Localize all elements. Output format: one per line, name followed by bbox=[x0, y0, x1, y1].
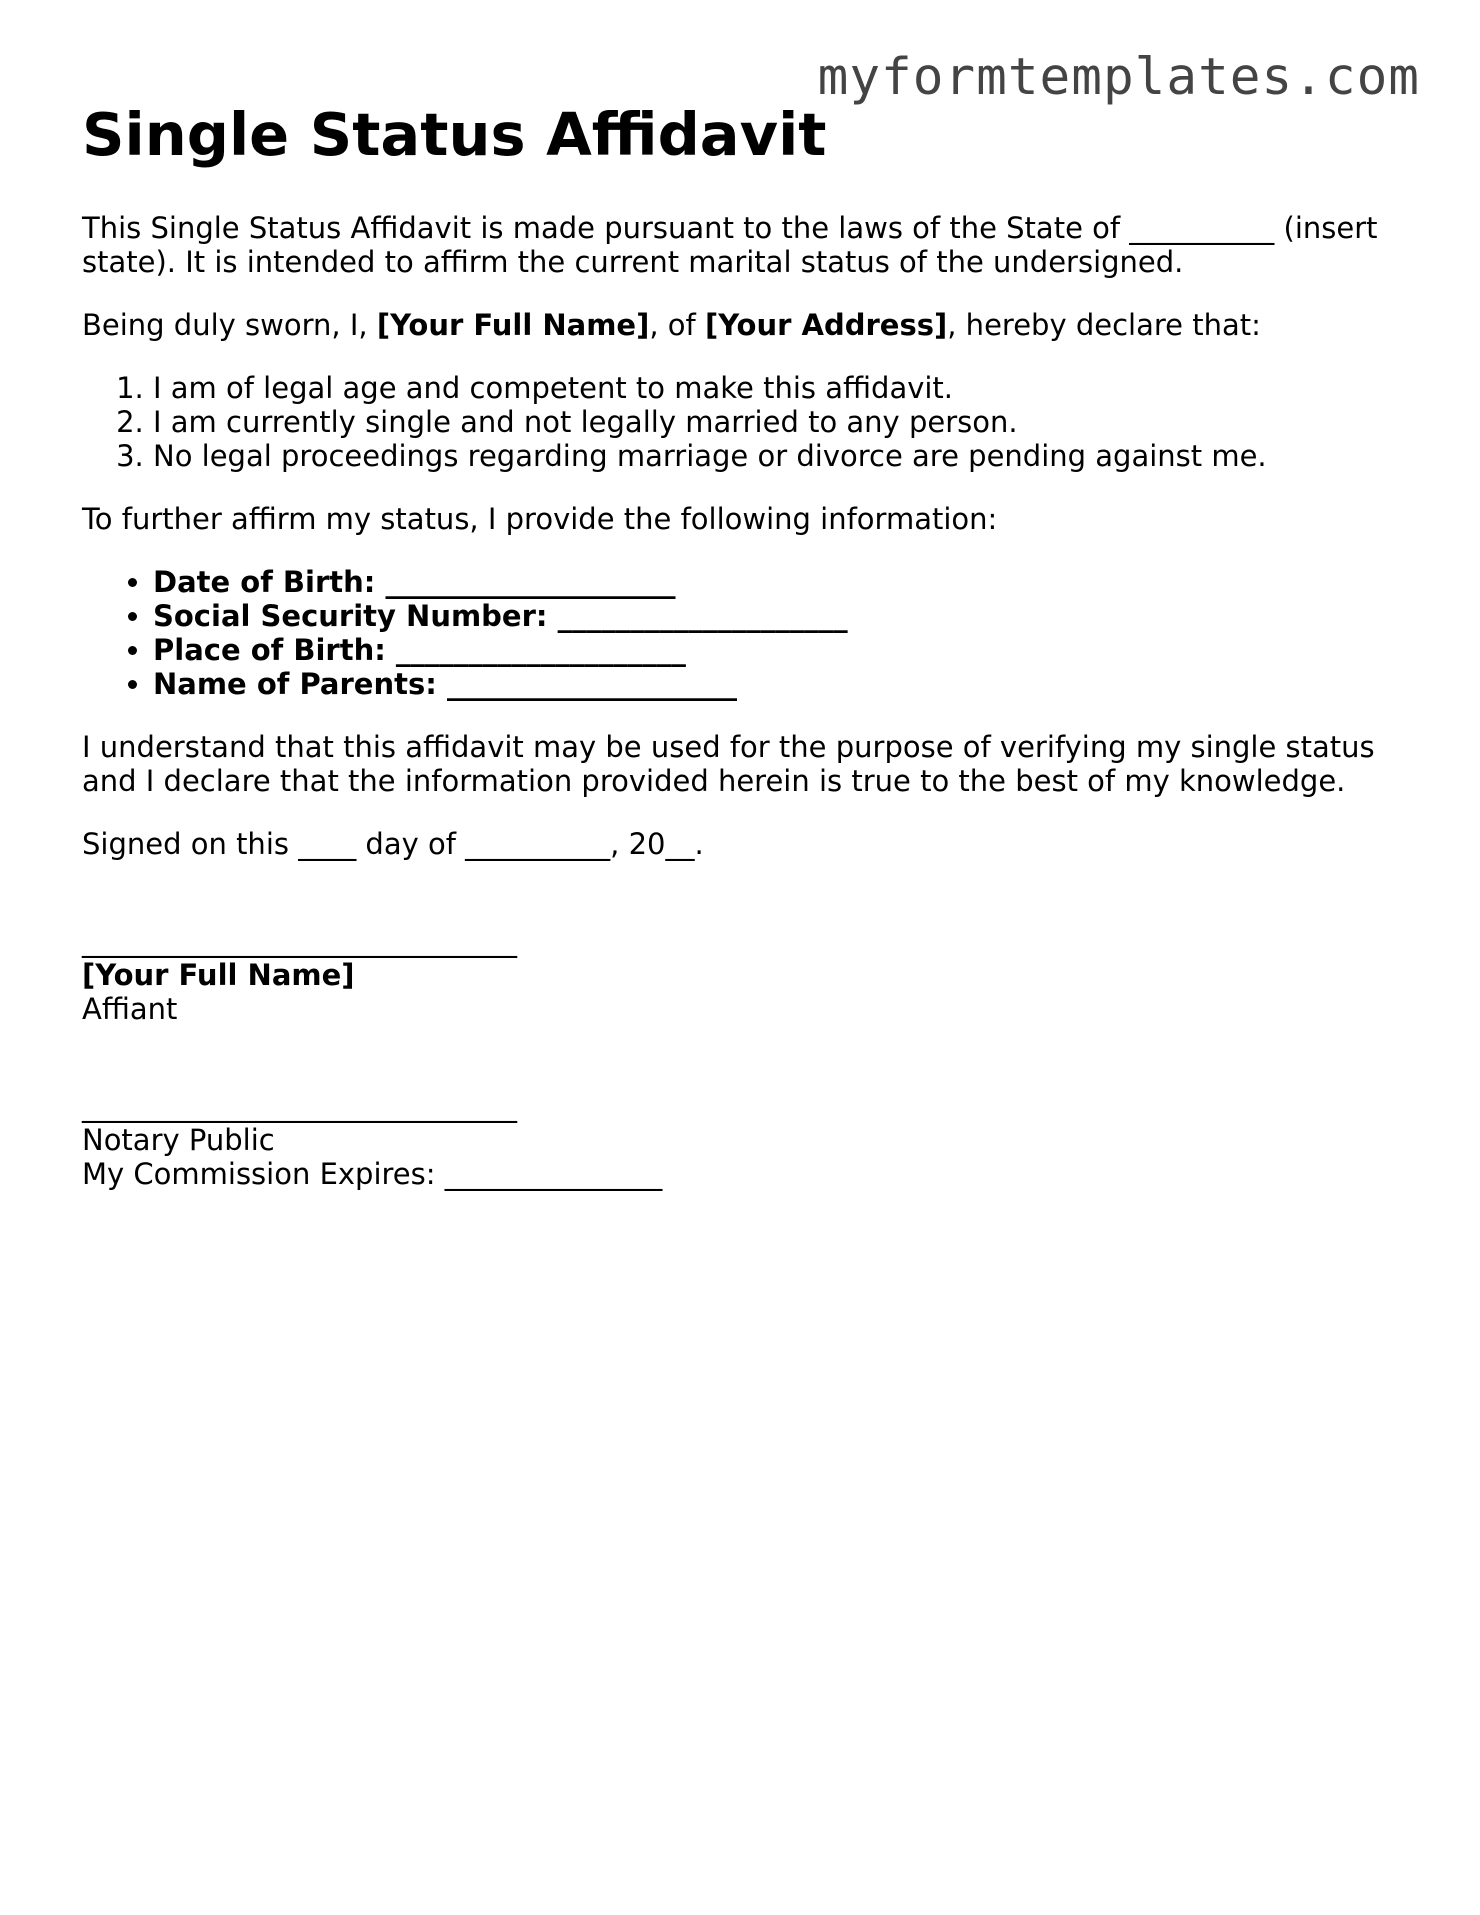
affiant-signature-block bbox=[82, 890, 1392, 1026]
info-item-ssn bbox=[153, 599, 1392, 633]
document-page bbox=[82, 100, 1392, 1220]
statements-list bbox=[82, 371, 1392, 473]
signed-on-line: Signed on this ____ day of __________, 20__. bbox=[82, 826, 704, 861]
understanding-paragraph: I understand that this affidavit may be used for the purpose of verifying my single status and I declare that the information provided herein is true to the best of my knowledge. bbox=[82, 729, 1375, 798]
statement-item: 2. I am currently single and not legally married to any person. bbox=[153, 405, 1392, 439]
info-item-place-of-birth bbox=[153, 633, 1392, 667]
notary-signature-block bbox=[82, 1055, 1392, 1191]
address-placeholder: [Your Address] bbox=[704, 307, 948, 342]
info-label: Name of Parents: bbox=[153, 666, 437, 701]
affiant-signature-line: ______________________________ bbox=[82, 923, 517, 958]
info-label: Social Security Number: bbox=[153, 598, 548, 633]
info-label: Place of Birth: bbox=[153, 632, 386, 667]
declaration-middle: , of bbox=[649, 307, 705, 342]
notary-role: Notary Public bbox=[82, 1122, 275, 1157]
declaration-prefix: Being duly sworn, I, bbox=[82, 307, 377, 342]
document-title: Single Status Affidavit bbox=[82, 100, 827, 169]
info-blank: ____________________ bbox=[547, 598, 848, 633]
info-label: Date of Birth: bbox=[153, 564, 376, 599]
intro-paragraph: This Single Status Affidavit is made pursuant to the laws of the State of __________ (insert state). It is intended to affirm the current marital status of the undersigned. bbox=[82, 210, 1378, 279]
info-list bbox=[82, 565, 1392, 701]
notary-signature-line: ______________________________ bbox=[82, 1088, 517, 1123]
info-blank: ____________________ bbox=[436, 666, 737, 701]
info-item-date-of-birth bbox=[153, 565, 1392, 599]
declaration-suffix: , hereby declare that: bbox=[947, 307, 1261, 342]
full-name-placeholder: [Your Full Name] bbox=[376, 307, 650, 342]
info-blank: ____________________ bbox=[385, 632, 686, 667]
commission-expires: My Commission Expires: _______________ bbox=[82, 1156, 663, 1191]
watermark: myformtemplates.com bbox=[817, 48, 1420, 107]
info-blank: ____________________ bbox=[375, 564, 676, 599]
affiant-name: [Your Full Name] bbox=[82, 957, 355, 992]
affiant-role: Affiant bbox=[82, 991, 178, 1026]
statement-item: 1. I am of legal age and competent to make this affidavit. bbox=[153, 371, 1392, 405]
declaration-paragraph bbox=[82, 308, 1392, 342]
info-item-parents bbox=[153, 667, 1392, 701]
statement-item: 3. No legal proceedings regarding marriage or divorce are pending against me. bbox=[153, 439, 1392, 473]
info-intro: To further affirm my status, I provide the following information: bbox=[82, 501, 998, 536]
